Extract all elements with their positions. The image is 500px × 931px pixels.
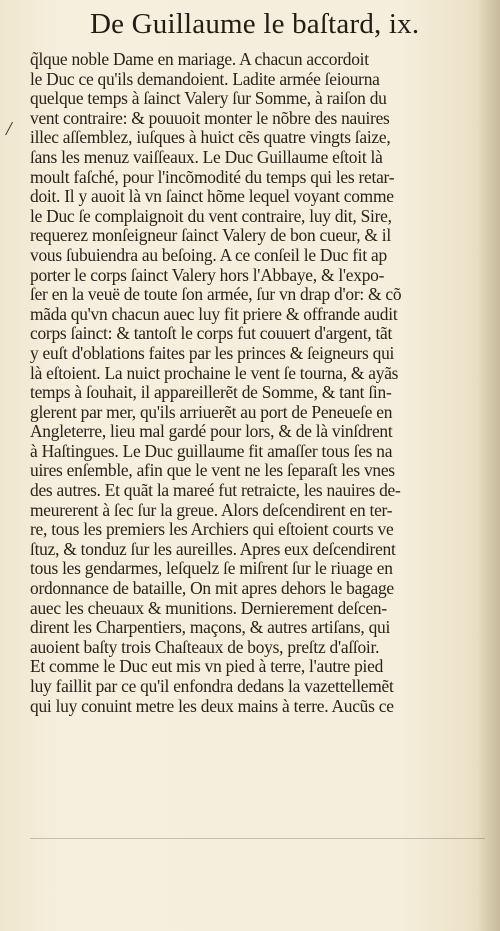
text-line: doit. Il y auoit là vn ſainct hõme lequel voyant comme: [30, 187, 394, 207]
text-line: q̃lque noble Dame en mariage. A chacun accordoit: [30, 50, 369, 69]
text-line: temps à ſouhait, il appareillerẽt de Somme, & tant ſin-: [30, 383, 392, 403]
text-line: Angleterre, lieu mal gardé pour lors, & de là vinſdrent: [30, 422, 393, 442]
text-line: ordonnance de bataille, On mit apres dehors le bagage: [30, 579, 394, 599]
text-line: uires enſemble, afin que le vent ne les ſeparaſt les vnes: [30, 461, 395, 481]
text-line: ſtuz, & tonduz ſur les aureilles. Apres eux deſcendirent: [30, 539, 396, 559]
text-line: qui luy conuint metre les deux mains à terre. Aucũs ce: [30, 696, 394, 716]
bottom-rule: [30, 838, 485, 839]
text-line: mãda qu'vn chacun auec luy fit priere & offrande audit: [30, 304, 398, 324]
text-line: illec aſſemblez, iuſques à huict cẽs quatre vingts ſaize,: [30, 128, 391, 148]
text-line: le Duc ce qu'ils demandoient. Ladite armée ſeiourna: [30, 69, 380, 89]
text-line: luy faillit par ce qu'il enfondra dedans la vazettellemẽt: [30, 677, 394, 696]
text-line: glerent par mer, qu'ils arriuerẽt au port de Peneueſe en: [30, 402, 393, 422]
text-line: à Haſtingues. Le Duc guillaume fit amaſſer tous ſes na: [30, 441, 393, 461]
text-line: ſer en la veuë de toute ſon armée, ſur vn drap d'or: & cõ: [30, 285, 402, 305]
text-line: là eſtoient. La nuict prochaine le vent ſe tourna, & ayãs: [30, 363, 399, 383]
text-line: auoient baſty trois Chaſteaux de boys, preſtz d'aſſoir.: [30, 637, 380, 657]
text-line: quelque temps à ſainct Valery ſur Somme, à raiſon du: [30, 89, 387, 109]
text-line: meurerent à ſec ſur la greue. Alors deſcendirent en ter-: [30, 500, 393, 520]
text-line: dirent les Charpentiers, maçons, & autres artiſans, qui: [30, 618, 391, 638]
text-line: moult faſché, pour l'incõmodité du temps qui les retar-: [30, 167, 395, 187]
text-line: y euſt d'oblations faites par les princes & ſeigneurs qui: [30, 343, 395, 363]
text-line: requerez monſeigneur ſainct Valery de bon cueur, & il: [30, 226, 391, 246]
text-line: vous ſubuiendra au beſoing. A ce conſeil le Duc fit ap: [30, 245, 387, 265]
text-line: le Duc ſe complaignoit du vent contraire, luy dit, Sire,: [30, 206, 392, 226]
body-text: [30, 50, 485, 716]
margin-mark: /: [6, 118, 12, 140]
text-line: vent contraire: & pouuoit monter le nõbre des nauires: [30, 108, 390, 128]
text-line: ſans les menuz vaiſſeaux. Le Duc Guillaume eſtoit là: [30, 147, 383, 167]
text-line: porter le corps ſainct Valery hors l'Abbaye, & l'expo-: [30, 265, 385, 285]
text-line: corps ſainct: & tantoſt le corps fut couuert d'argent, tãt: [30, 324, 393, 344]
text-line: tous les gendarmes, leſquelz ſe miſrent ſur le riuage en: [30, 559, 393, 579]
text-line: des autres. Et quãt la mareé fut retraicte, les nauires de-: [30, 481, 401, 501]
running-header: De Guillaume le baſtard, ix.: [90, 8, 420, 40]
text-line: re, tous les premiers les Archiers qui eſtoient courts ve: [30, 520, 394, 540]
text-line: Et comme le Duc eut mis vn pied à terre, l'autre pied: [30, 657, 384, 677]
text-line: auec les cheuaux & munitions. Dernierement deſcen-: [30, 598, 387, 618]
